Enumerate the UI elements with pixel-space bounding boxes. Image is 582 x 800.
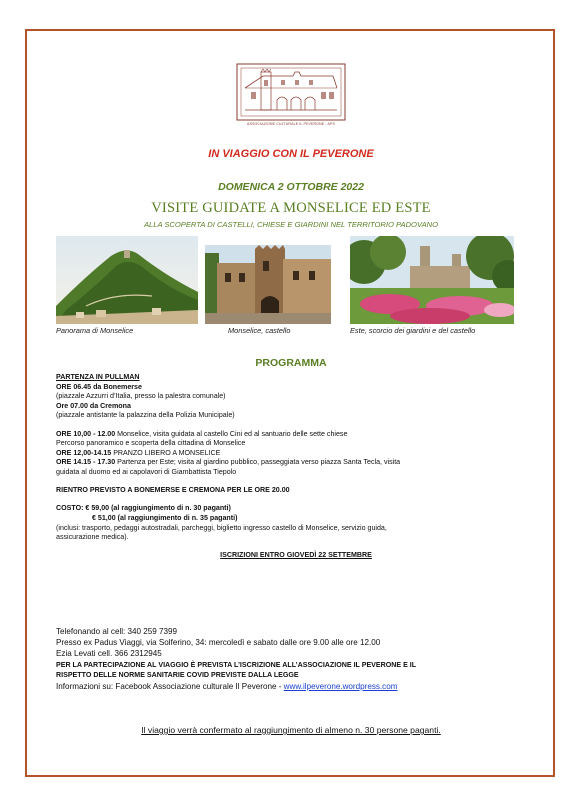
photo-caption-3: Este, scorcio dei giardini e del castello [350,326,476,335]
contact-person: Ezia Levati cell. 366 2312945 [56,649,162,659]
included-line-1: (inclusi: trasporto, pedaggi autostradali, parcheggi, biglietto ingresso castello di Monselice, servizio guida, [56,523,387,532]
photo-monselice-panorama [56,236,198,324]
contact-phone: Telefonando al cell: 340 259 7399 [56,627,178,636]
contact-agency: Presso ex Padus Viaggi, via Solferino, 34: mercoledì e sabato dalle ore 9.00 alle ore 12.00 [56,638,381,648]
afternoon-time: ORE 14.15 - 17.30 [56,458,116,467]
notice-line-2: RISPETTO DELLE NORME SANITARIE COVID PREVISTE DALLA LEGGE [56,671,299,680]
event-date: DOMENICA 2 OTTOBRE 2022 [218,181,364,193]
photo-caption-1: Panorama di Monselice [56,326,134,335]
info-line [56,681,536,692]
series-title: IN VIAGGIO CON IL PEVERONE [208,148,374,160]
afternoon-text-2: guidata al duomo ed ai capolavori di Giambattista Tiepolo [56,467,237,476]
afternoon-text: Partenza per Este; visita al giardino pubblico, passeggiata verso piazza Santa Tecla, visita [115,458,401,467]
photo-caption-2: Monselice, castello [228,326,291,335]
departure-bonemerse-time: ORE 06.45 da Bonemerse [56,382,142,391]
lunch-line [56,449,536,459]
afternoon-line [56,458,536,468]
notice-line-1: PER LA PARTECIPAZIONE AL VIAGGIO È PREVISTA L’ISCRIZIONE ALL’ASSOCIAZIONE IL PEVERONE E IL [56,660,417,669]
program-heading: PROGRAMMA [255,357,327,369]
morning-line [56,430,536,440]
footer-note: Il viaggio verrà confermato al raggiungimento di almeno n. 30 persone paganti. [141,725,441,735]
association-logo [233,62,349,132]
lunch-time: ORE 12,00-14.15 [56,448,112,457]
departure-heading: PARTENZA IN PULLMAN [56,373,140,381]
photo-monselice-castle [205,245,331,324]
lunch-text: PRANZO LIBERO A MONSELICE [111,448,221,457]
logo-building-drawing [233,62,349,122]
return-info: RIENTRO PREVISTO A BONEMERSE E CREMONA PER LE ORE 20.00 [56,486,290,495]
info-prefix: Informazioni su: Facebook Associazione culturale Il Peverone - [56,681,284,691]
page-subtitle: ALLA SCOPERTA DI CASTELLI, CHIESE E GIARDINI NEL TERRITORIO PADOVANO [143,220,439,229]
morning-text-2: Percorso panoramico e scoperta della cittadina di Monselice [56,439,246,448]
departure-cremona-place: (piazzale antistante la palazzina della Polizia Municipale) [56,411,235,420]
registration-heading: ISCRIZIONI ENTRO GIOVEDÌ 22 SETTEMBRE [220,551,372,560]
departure-cremona-time: Ore 07.00 da Cremona [56,401,131,410]
morning-text: Monselice, visita guidata al castello Cini ed al santuario delle sette chiese [115,429,348,438]
departure-bonemerse-place: (piazzale Azzurri d’Italia, presso la palestra comunale) [56,392,226,401]
logo-caption: ASSOCIAZIONE CULTURALE IL PEVERONE - APS [246,122,336,126]
photo-este-gardens [350,236,514,324]
website-link[interactable]: www.ilpeverone.wordpress.com [283,681,398,691]
program-body [56,373,536,561]
contact-section [56,626,536,692]
morning-time: ORE 10,00 - 12.00 [56,429,116,438]
cost-line-2: € 51,00 (al raggiungimento di n. 35 paganti) [92,513,238,522]
cost-line-1: COSTO: € 59,00 (al raggiungimento di n. 30 paganti) [56,504,231,513]
included-line-2: assicurazione medica). [56,533,129,542]
page-title: VISITE GUIDATE A MONSELICE ED ESTE [151,200,431,216]
